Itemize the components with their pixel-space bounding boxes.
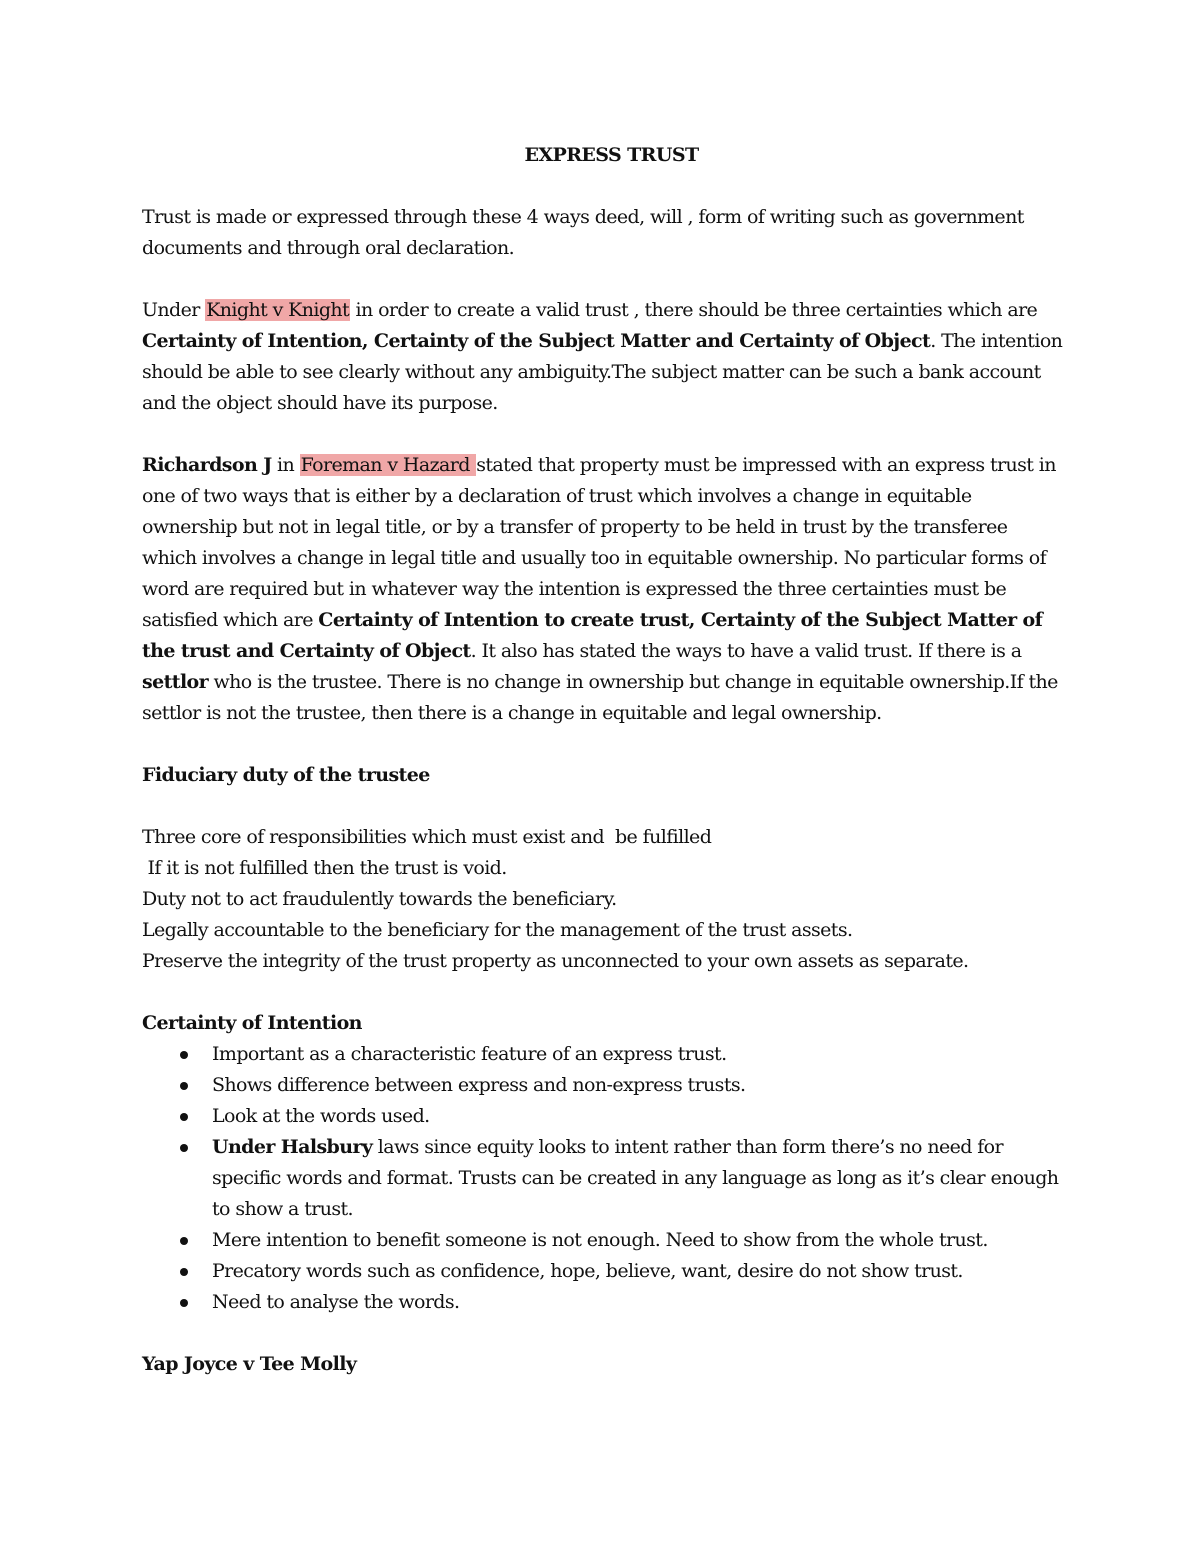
text-run: in order to create a valid trust , there should be three certainties which are xyxy=(350,299,1038,321)
list-item xyxy=(142,1287,1067,1318)
document-title: EXPRESS TRUST xyxy=(524,144,699,166)
bullet-icon xyxy=(180,1299,188,1307)
list-item-text: Important as a characteristic feature of an express trust. xyxy=(212,1043,727,1065)
fiduciary-line: Duty not to act fraudulently towards the beneficiary. xyxy=(142,888,617,910)
list-item-text: Need to analyse the words. xyxy=(212,1291,460,1313)
list-item-text: Mere intention to benefit someone is not enough. Need to show from the whole trust. xyxy=(212,1229,988,1251)
spacer xyxy=(142,791,1067,822)
list-item xyxy=(142,1039,1067,1070)
heading-fiduciary: Fiduciary duty of the trustee xyxy=(142,764,430,786)
bold-certainties-2: Certainty of Intention to create trust, Certainty of the Subject Matter of the trust and Certainty of Object xyxy=(142,609,1043,662)
bold-judge: Richardson J xyxy=(142,454,272,476)
fiduciary-line: Preserve the integrity of the trust property as unconnected to your own assets as separate. xyxy=(142,950,969,972)
case-highlight-knight: Knight v Knight xyxy=(206,299,350,321)
heading-yap-joyce: Yap Joyce v Tee Molly xyxy=(142,1353,357,1375)
list-item-text: Look at the words used. xyxy=(212,1105,430,1127)
fiduciary-line: If it is not fulfilled then the trust is void. xyxy=(142,857,507,879)
fiduciary-line: Legally accountable to the beneficiary for the management of the trust assets. xyxy=(142,919,853,941)
bullet-icon xyxy=(180,1051,188,1059)
text-run: . The intention should be able to see clearly without any ambiguity.The subject matter can be such a bank account and the object should have its purpose. xyxy=(142,330,1063,414)
fiduciary-line: Three core of responsibilities which must exist and be fulfilled xyxy=(142,826,712,848)
bullet-icon xyxy=(180,1144,188,1152)
bullet-icon xyxy=(180,1237,188,1245)
bold-halsbury: Under Halsbury xyxy=(212,1136,373,1158)
list-item xyxy=(142,1101,1067,1132)
list-item xyxy=(142,1070,1067,1101)
list-item-text: laws since equity looks to intent rather than form there’s no need for specific words and format. Trusts can be created in any language as long as it’s clear enough to show a trust. xyxy=(212,1136,1059,1220)
list-item-text: Precatory words such as confidence, hope, believe, want, desire do not show trust. xyxy=(212,1260,963,1282)
paragraph-trust-ways: Trust is made or expressed through these 4 ways deed, will , form of writing such as government documents and through oral declaration. xyxy=(142,206,1024,259)
bullet-icon xyxy=(180,1113,188,1121)
heading-certainty-of-intention: Certainty of Intention xyxy=(142,1012,362,1034)
list-item-text: Shows difference between express and non-express trusts. xyxy=(212,1074,746,1096)
intention-bullet-list xyxy=(142,1039,1067,1318)
bold-settlor: settlor xyxy=(142,671,209,693)
text-run: Under xyxy=(142,299,206,321)
document-page xyxy=(142,140,1067,1380)
bullet-icon xyxy=(180,1268,188,1276)
list-item xyxy=(142,1225,1067,1256)
bullet-icon xyxy=(180,1082,188,1090)
text-run: . It also has stated the ways to have a valid trust. If there is a xyxy=(470,640,1022,662)
text-run: who is the trustee. There is no change in ownership but change in equitable ownership.If the settlor is not the trustee, then there is a change in equitable and legal ownership. xyxy=(142,671,1058,724)
text-run: in xyxy=(271,454,300,476)
paragraph-foreman-v-hazard xyxy=(142,450,1067,729)
case-highlight-foreman: Foreman v Hazard xyxy=(300,454,476,476)
text-run: stated that property must be impressed with an express trust in one of two ways that is either by a declaration of trust which involves a change in equitable ownership but not in legal title, or by a transfer of property to be held in trust by the transferee which involves a change in legal title and usually too in equitable ownership. No particular forms of word are required but in whatever way the intention is expressed the three certainties must be satisfied which are xyxy=(142,454,1056,631)
list-item xyxy=(142,1132,1067,1225)
paragraph-knight-v-knight xyxy=(142,295,1067,419)
fiduciary-lines xyxy=(142,822,1067,977)
bold-certainties: Certainty of Intention, Certainty of the Subject Matter and Certainty of Object xyxy=(142,330,931,352)
list-item xyxy=(142,1256,1067,1287)
